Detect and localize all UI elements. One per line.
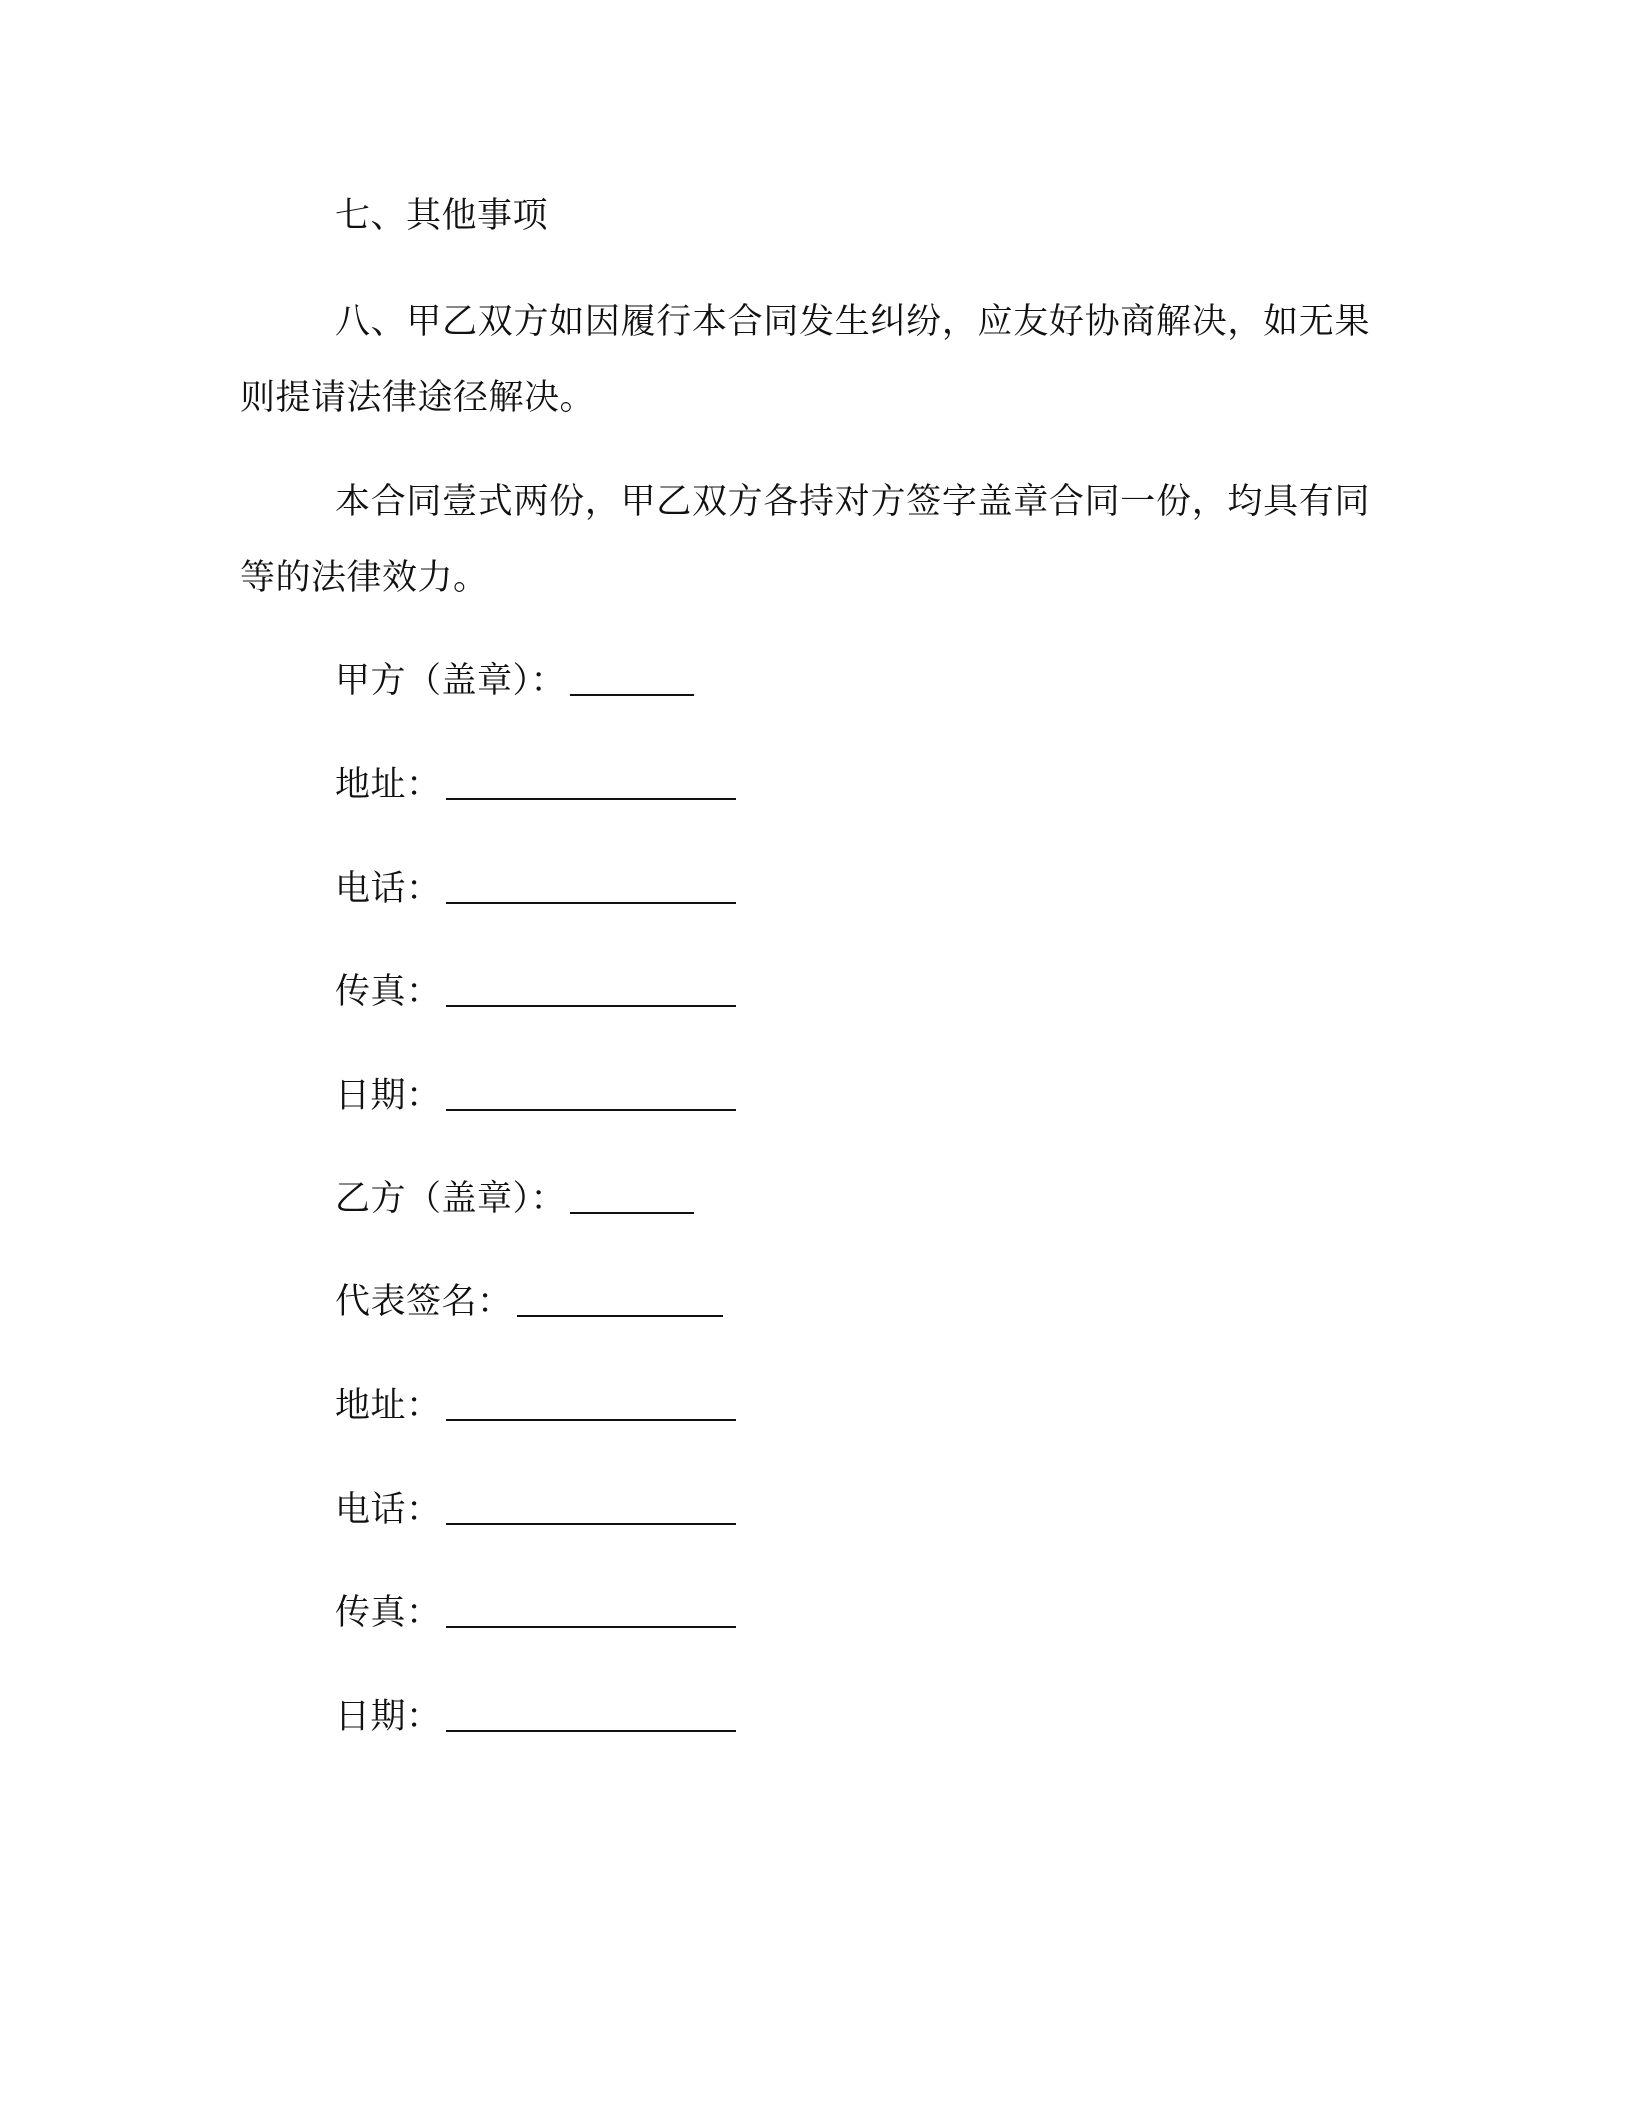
party-a-fax-label: 传真： bbox=[335, 972, 442, 1012]
party-a-phone-label: 电话： bbox=[335, 869, 442, 909]
party-b-seal-label: 乙方（盖章）： bbox=[335, 1179, 567, 1219]
party-b-representative-field bbox=[335, 1264, 1465, 1340]
party-a-date-field bbox=[335, 1058, 1465, 1134]
party-b-phone-field bbox=[335, 1472, 1465, 1548]
party-a-date-blank bbox=[446, 1075, 736, 1111]
clause-eight: 八、甲乙双方如因履行本合同发生纠纷，应友好协商解决，如无果则提请法律途径解决。 bbox=[240, 302, 1370, 418]
party-b-representative-label: 代表签名： bbox=[335, 1282, 513, 1322]
party-a-address-field bbox=[335, 747, 1465, 823]
party-a-phone-field bbox=[335, 851, 1465, 927]
party-a-fax-field bbox=[335, 954, 1465, 1030]
party-a-address-blank bbox=[446, 764, 736, 800]
party-b-address-blank bbox=[446, 1385, 736, 1421]
section-title: 七、其他事项 bbox=[335, 196, 549, 236]
party-a-fax-blank bbox=[446, 971, 736, 1007]
party-b-date-blank bbox=[446, 1696, 736, 1732]
party-b-representative-blank bbox=[517, 1281, 723, 1317]
party-a-phone-blank bbox=[446, 868, 736, 904]
party-b-fax-blank bbox=[446, 1592, 736, 1628]
party-b-seal-blank bbox=[570, 1178, 694, 1214]
party-a-seal-label: 甲方（盖章）： bbox=[335, 661, 567, 701]
party-b-address-field bbox=[335, 1368, 1465, 1444]
party-b-fax-label: 传真： bbox=[335, 1593, 442, 1633]
party-b-address-label: 地址： bbox=[335, 1386, 442, 1426]
party-b-phone-label: 电话： bbox=[335, 1490, 442, 1530]
party-a-seal-field bbox=[335, 643, 1465, 719]
copies-clause: 本合同壹式两份，甲乙双方各持对方签字盖章合同一份，均具有同等的法律效力。 bbox=[240, 482, 1370, 598]
party-b-date-label: 日期： bbox=[335, 1697, 442, 1737]
party-b-phone-blank bbox=[446, 1489, 736, 1525]
party-a-address-label: 地址： bbox=[335, 765, 442, 805]
party-b-seal-field bbox=[335, 1161, 1465, 1237]
party-a-date-label: 日期： bbox=[335, 1076, 442, 1116]
party-b-fax-field bbox=[335, 1575, 1465, 1651]
party-a-seal-blank bbox=[570, 660, 694, 696]
party-b-date-field bbox=[335, 1679, 1465, 1755]
